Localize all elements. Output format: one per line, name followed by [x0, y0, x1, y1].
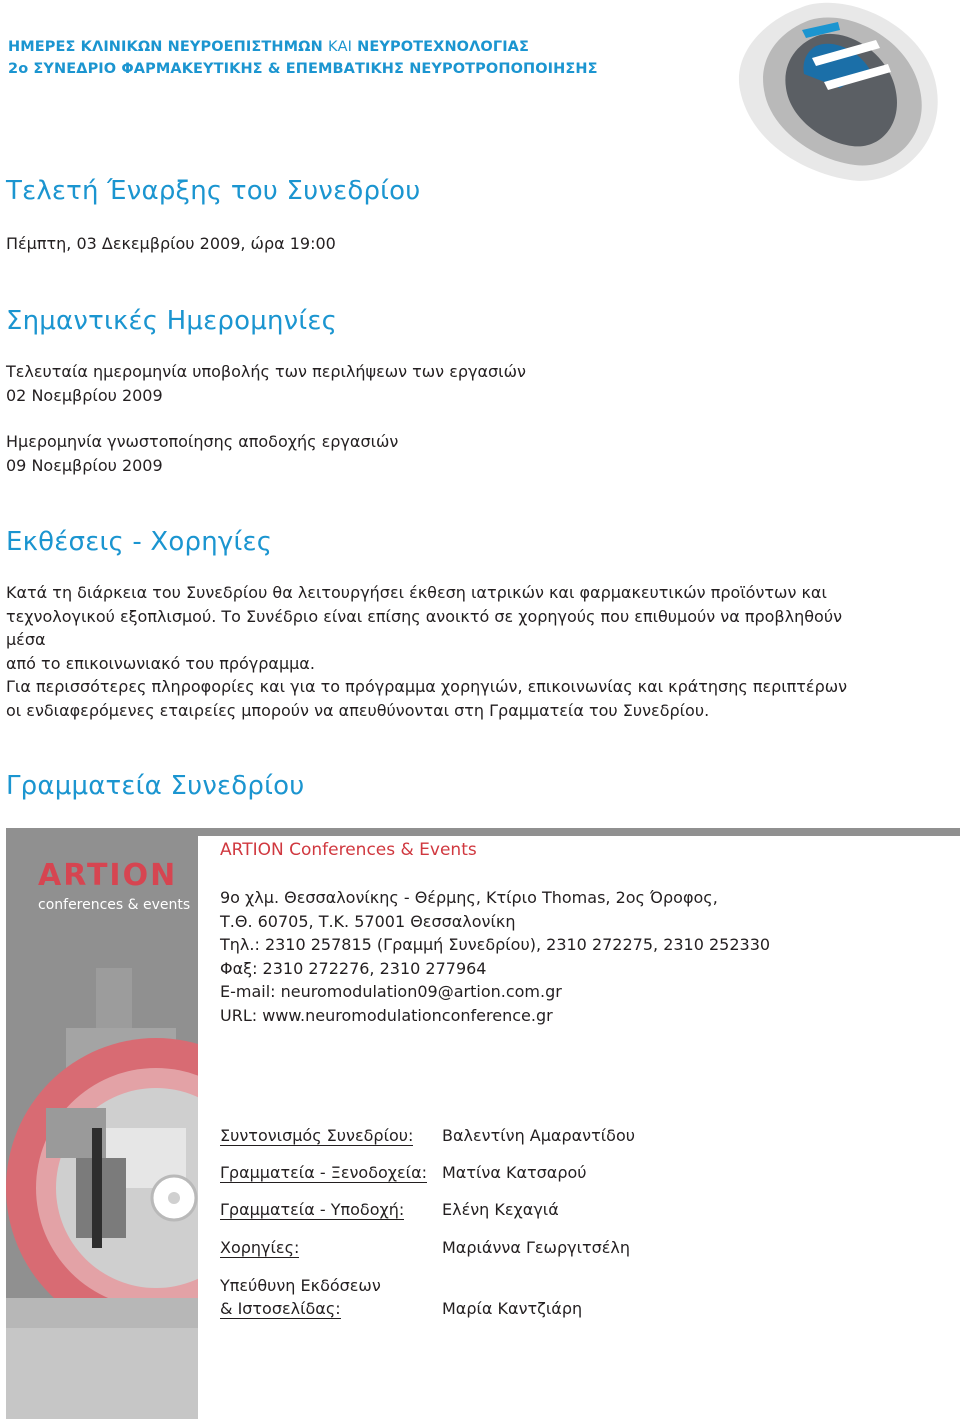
artion-logo-subtitle: conferences & events: [38, 897, 191, 913]
dates-title: Σημαντικές Ημερομηνίες: [6, 306, 338, 336]
artion-sidebar-panel: [6, 828, 198, 1419]
header-line-2: 2ο ΣΥΝΕΔΡΙΟ ΦΑΡΜΑΚΕΥΤΙΚΗΣ & ΕΠΕΜΒΑΤΙΚΗΣ ΝΕΥΡΟΤΡΟΠΟΠΟΙΗΣΗΣ: [8, 61, 598, 77]
conference-logo-graphic: [720, 0, 960, 190]
sidebar-artwork: [6, 828, 198, 1419]
role-publications-name: Μαρία Καντζιάρη: [442, 1299, 583, 1318]
date-2-value: 09 Νοεμβρίου 2009: [6, 456, 163, 475]
email-line[interactable]: E-mail: neuromodulation09@artion.com.gr: [220, 982, 562, 1001]
exhibits-p1-line-2: τεχνολογικού εξοπλισμού. Το Συνέδριο είναι επίσης ανοικτό σε χορηγούς που επιθυμούν να προβληθούν μέσα: [6, 606, 843, 649]
secretariat-title: Γραμματεία Συνεδρίου: [6, 771, 305, 801]
exhibits-paragraph-1: [6, 581, 886, 675]
exhibits-p1-line-3: από το επικοινωνιακό του πρόγραμμα.: [6, 653, 315, 673]
role-sponsorship-name: Μαριάννα Γεωργιτσέλη: [442, 1238, 631, 1257]
role-publications-label-2: & Ιστοσελίδας:: [220, 1299, 341, 1318]
role-reception-label: Γραμματεία - Υποδοχή:: [220, 1200, 405, 1219]
phone-line: Τηλ.: 2310 257815 (Γραμμή Συνεδρίου), 2310 272275, 2310 252330: [220, 935, 771, 954]
role-publications-label-1: Υπεύθυνη Εκδόσεων: [220, 1276, 381, 1295]
fax-line: Φαξ: 2310 272276, 2310 277964: [220, 958, 487, 978]
opening-date: Πέμπτη, 03 Δεκεμβρίου 2009, ώρα 19:00: [6, 234, 336, 253]
exhibits-p1-line-1: Κατά τη διάρκεια του Συνεδρίου θα λειτουργήσει έκθεση ιατρικών και φαρμακευτικών προϊόντων και: [6, 583, 827, 602]
date-1-label: Τελευταία ημερομηνία υποβολής των περιλήψεων των εργασιών: [6, 362, 526, 381]
date-1-value: 02 Νοεμβρίου 2009: [6, 386, 163, 405]
exhibits-p2-line-2: οι ενδιαφερόμενες εταιρείες μπορούν να απευθύνονται στη Γραμματεία του Συνεδρίου.: [6, 700, 710, 720]
artion-logo: ARTION: [38, 858, 178, 893]
role-reception-name: Ελένη Κεχαγιά: [442, 1200, 559, 1219]
header-line-1-bold: ΗΜΕΡΕΣ ΚΛΙΝΙΚΩΝ ΝΕΥΡΟΕΠΙΣΤΗΜΩΝ: [8, 39, 323, 55]
secretariat-contact: [220, 886, 770, 1027]
address-line-2: Τ.Θ. 60705, Τ.Κ. 57001 Θεσσαλονίκη: [220, 911, 516, 931]
secretariat-company: ARTION Conferences & Events: [220, 840, 477, 860]
role-sponsorship-label: Χορηγίες:: [220, 1238, 300, 1257]
address-line-1: 9ο χλμ. Θεσσαλονίκης - Θέρμης, Κτίριο Thomas, 2ος Όροφος,: [220, 888, 718, 907]
role-coordination-label: Συντονισμός Συνεδρίου:: [220, 1126, 414, 1145]
header-line-1-rest: ΝΕΥΡΟΤΕΧΝΟΛΟΓΙΑΣ: [357, 39, 530, 55]
role-coordination-name: Βαλεντίνη Αμαραντίδου: [442, 1126, 635, 1145]
role-hotels-name: Ματίνα Κατσαρού: [442, 1163, 587, 1182]
header-line-1: [8, 39, 529, 55]
date-2-label: Ημερομηνία γνωστοποίησης αποδοχής εργασιών: [6, 432, 399, 451]
exhibits-title: Εκθέσεις - Χορηγίες: [6, 527, 273, 557]
exhibits-paragraph-2: [6, 675, 886, 722]
header-line-1-and: ΚΑΙ: [328, 39, 353, 55]
role-hotels-label: Γραμματεία - Ξενοδοχεία:: [220, 1163, 428, 1182]
exhibits-p2-line-1: Για περισσότερες πληροφορίες και για το πρόγραμμα χορηγιών, επικοινωνίας και κράτησης περιπτέρων: [6, 677, 848, 696]
url-line[interactable]: URL: www.neuromodulationconference.gr: [220, 1005, 553, 1025]
opening-title: Τελετή Έναρξης του Συνεδρίου: [6, 176, 421, 206]
secretariat-top-band: [198, 828, 960, 836]
